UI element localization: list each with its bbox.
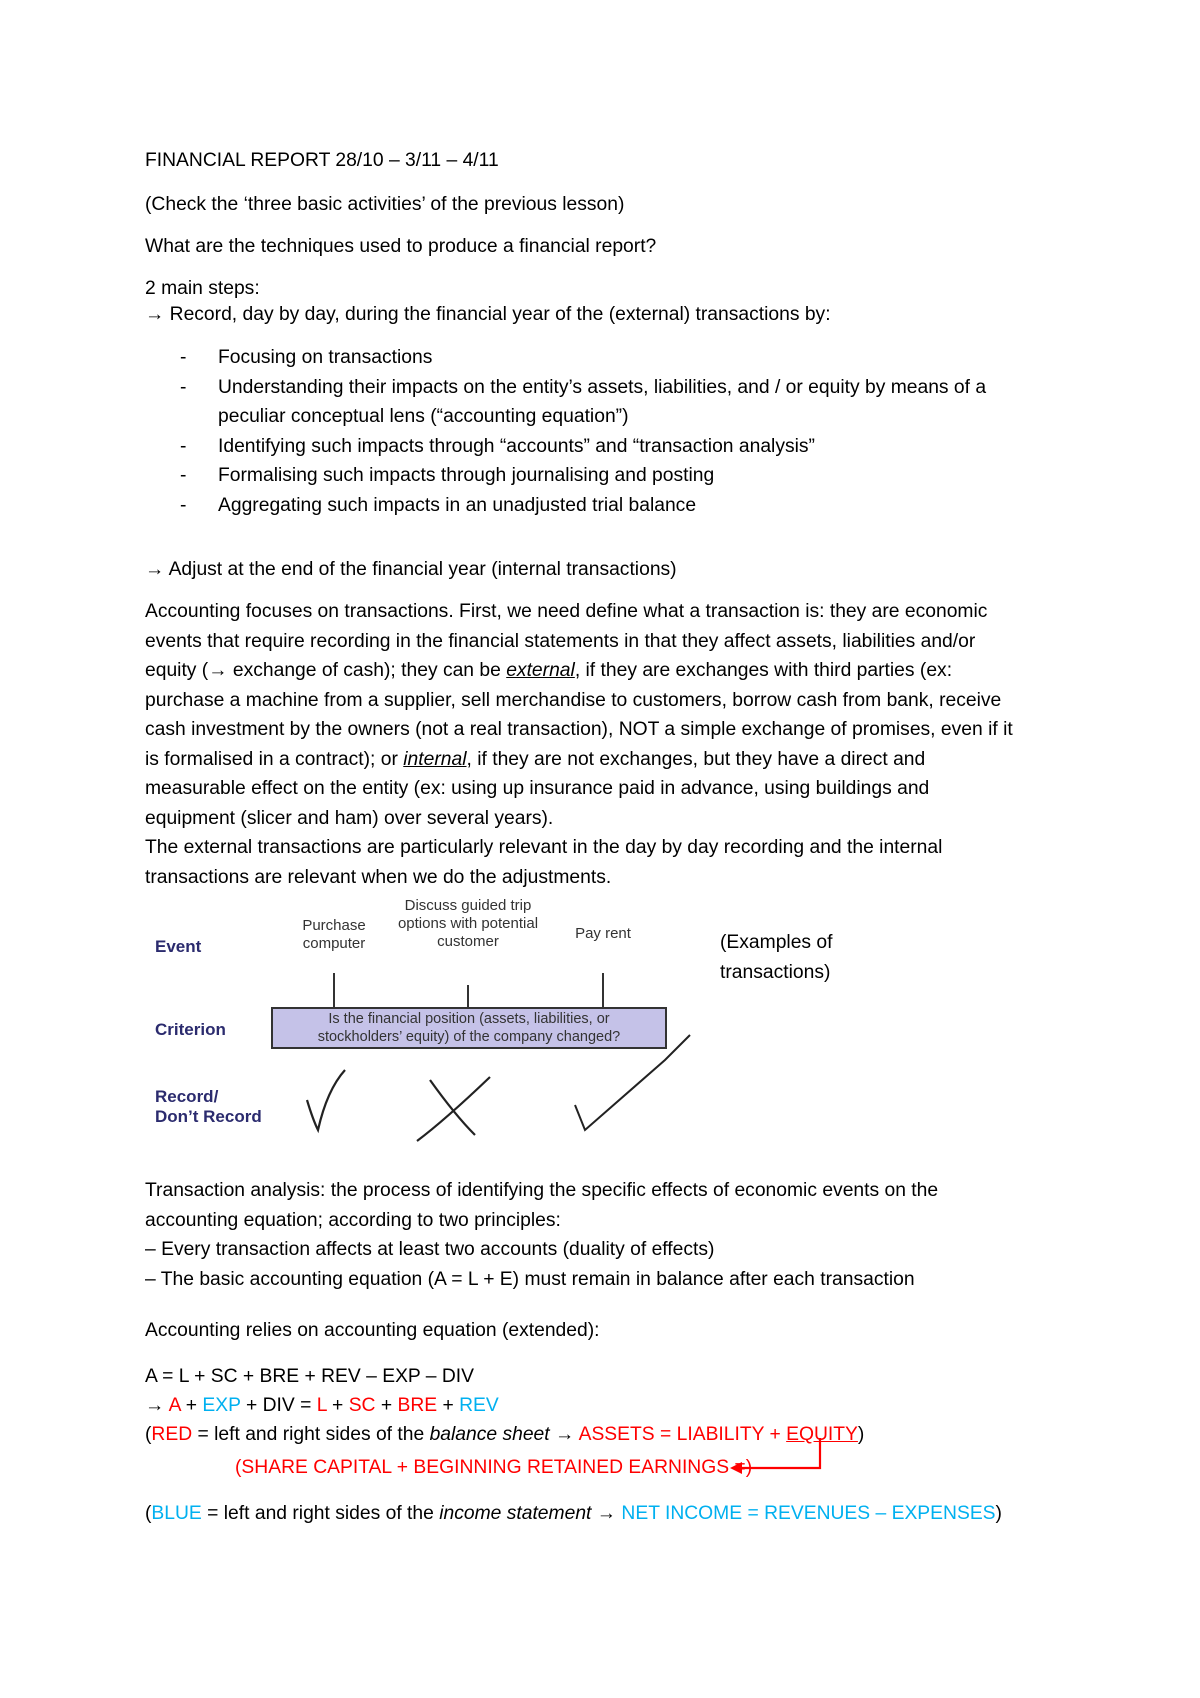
document-title: FINANCIAL REPORT 28/10 – 3/11 – 4/11 [145, 150, 499, 171]
list-item: - Understanding their impacts on the entity’s assets, liabilities, and / or equity by means of a peculiar conceptual lens (“accounting equation”) [180, 376, 987, 427]
question: What are the techniques used to produce a financial report? [145, 236, 657, 257]
cross-mark-stroke-1 [430, 1080, 475, 1135]
balance-sheet-note: (RED = left and right sides of the balance sheet → ASSETS = LIABILITY + EQUITY) [145, 1424, 865, 1445]
transactions-paragraph: Accounting focuses on transactions. First, we need define what a transaction is: they are economic events that require recording in the financial statements in that they affect assets, liabilities and/or equity (→ exchange of cash); they can be external, if they are exchanges with third parties (ex: purchase a machine from a supplier, sell merchandise to customers, borrow cash from bank, receive cash investment by the owners (not a real transaction), NOT a simple exchange of promises, even if it is formalised in a contract); or internal, if they are not exchanges, but they have a direct and measurable effect on the entity (ex: using up insurance paid in advance, using buildings and equipment (slicer and ham) over several years). The external transactions are particularly relevant in the day by day recording and the internal transactions are relevant when we do the adjustments. [145, 601, 1013, 888]
equation-colored: → A + EXP + DIV = L + SC + BRE + REV [145, 1395, 499, 1416]
event-pay-rent: Pay rent [575, 925, 631, 942]
list-item: - Formalising such impacts through journalising and posting [180, 465, 715, 486]
cross-mark-stroke-2 [417, 1077, 490, 1141]
criterion-label: Criterion [155, 1020, 226, 1039]
income-statement-note: (BLUE = left and right sides of the income statement → NET INCOME = REVENUES – EXPENSES) [145, 1503, 1002, 1524]
step-one: → Record, day by day, during the financial year of the (external) transactions by: [145, 304, 831, 325]
term-external: external [506, 660, 575, 681]
examples-note-line-2: transactions) [720, 962, 831, 983]
list-item: - Identifying such impacts through “accounts” and “transaction analysis” [180, 435, 815, 457]
transaction-analysis: Transaction analysis: the process of identifying the specific effects of economic events on the accounting equation; according to two principles: – Every transaction affects at least two accounts (duality of effects) – The basic accounting equation (A = L + E) must remain in balance after each transaction [145, 1180, 939, 1290]
check-mark-2 [575, 1035, 690, 1130]
equation-extended: A = L + SC + BRE + REV – EXP – DIV [145, 1366, 475, 1387]
list-item: - Focusing on transactions [180, 347, 433, 368]
term-internal: internal [403, 748, 467, 770]
step-two: → Adjust at the end of the financial year (internal transactions) [145, 559, 677, 580]
criterion-box: Is the financial position (assets, liabilities, or stockholders’ equity) of the company changed? [271, 1007, 667, 1049]
share-capital-note: (SHARE CAPITAL + BEGINNING RETAINED EARNINGS =) [235, 1457, 753, 1478]
technique-list [180, 343, 1080, 520]
event-label: Event [155, 937, 202, 956]
check-mark-1 [307, 1070, 345, 1130]
equation-heading: Accounting relies on accounting equation (extended): [145, 1320, 600, 1341]
event-purchase-computer: Purchase computer [302, 917, 366, 952]
equity-word: EQUITY [786, 1424, 858, 1445]
list-item: - Aggregating such impacts in an unadjusted trial balance [180, 494, 697, 516]
steps-heading: 2 main steps: [145, 278, 260, 299]
record-label: Record/ Don’t Record [155, 1087, 262, 1126]
event-discuss-trip: Discuss guided trip options with potential customer [397, 897, 539, 950]
examples-note-line-1: (Examples of [720, 932, 833, 953]
check-note: (Check the ‘three basic activities’ of the previous lesson) [145, 194, 625, 215]
